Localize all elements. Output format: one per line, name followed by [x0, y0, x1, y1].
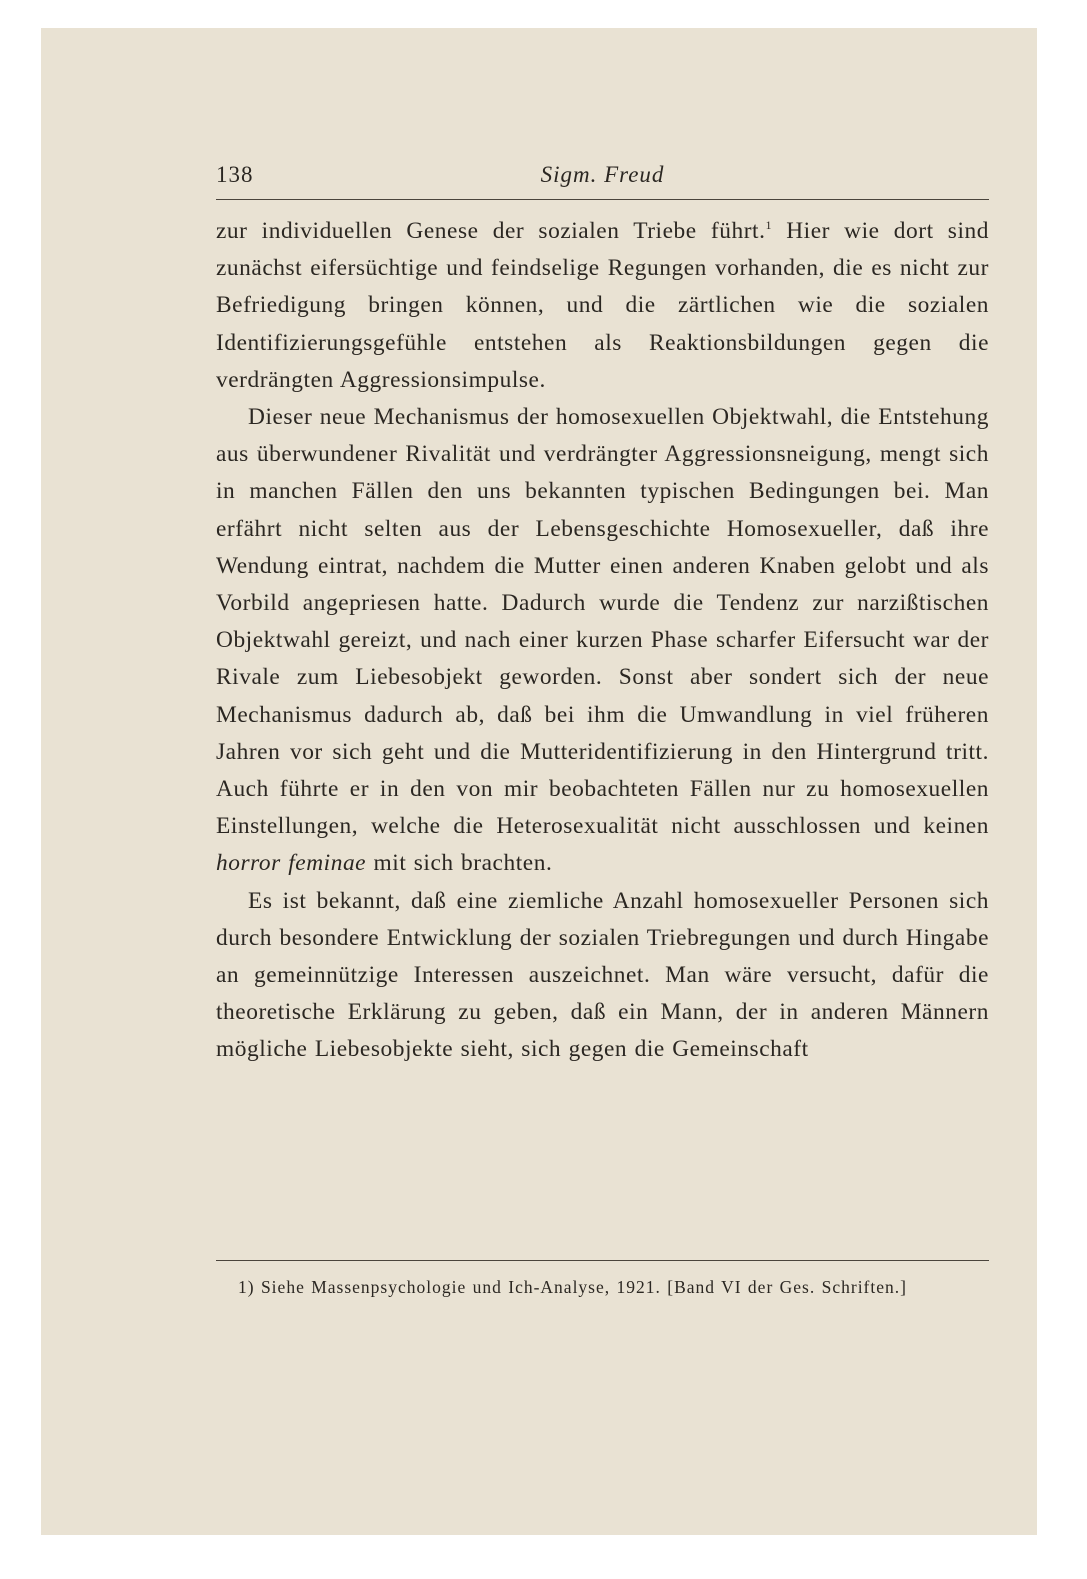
footnote-rule — [216, 1260, 989, 1261]
page-header — [216, 162, 989, 198]
paragraph-1-text-b: Hier wie dort sind zunächst eifersüchtige und feindselige Regungen vorhanden, die es nicht zur Befriedigung bringen können, und die zärtlichen wie die sozialen Identifizierungsgefühle entstehen als Reaktionsbildungen gegen die verdrängten Aggressionsimpulse. — [216, 218, 989, 393]
footnote-text: Siehe Massenpsychologie und Ich-Analyse, 1921. [Band VI der Ges. Schriften.] — [254, 1277, 907, 1297]
page-number: 138 — [216, 162, 254, 187]
paragraph-1 — [216, 213, 989, 399]
footnote-reference: 1 — [765, 218, 773, 233]
running-head: Sigm. Freud — [540, 162, 665, 187]
paragraph-1-text-a: zur individuellen Genese der sozialen Triebe führt. — [216, 218, 766, 244]
paragraph-2 — [216, 399, 989, 883]
footnote-marker: 1) — [238, 1277, 255, 1297]
paragraph-2-text-b: mit sich brachten. — [366, 850, 553, 877]
body-text — [216, 213, 989, 1069]
footnote — [216, 1274, 989, 1301]
paragraph-2-text-a: Dieser neue Mechanismus der homosexuellen Objektwahl, die Entstehung aus überwundener Rivalität und verdrängter Aggressionsneigung, mengt sich in manchen Fällen den uns bekannten typischen Bedingungen bei. Man erfährt nicht selten aus der Lebensgeschichte Homosexueller, daß ihre Wendung eintrat, nachdem die Mutter einen anderen Knaben gelobt und als Vorbild angepriesen hatte. Dadurch wurde die Tendenz zur narzißtischen Objektwahl gereizt, und nach einer kurzen Phase scharfer Eifersucht war der Rivale zum Liebesobjekt geworden. Sonst aber sondert sich der neue Mechanismus dadurch ab, daß bei ihm die Umwandlung in viel früheren Jahren vor sich geht und die Mutteridentifizierung in den Hintergrund tritt. Auch führte er in den von mir beobachteten Fällen nur zu homosexuellen Einstellungen, welche die Heterosexualität nicht ausschlossen und keinen — [216, 404, 989, 840]
header-rule — [216, 199, 989, 200]
paragraph-3: Es ist bekannt, daß eine ziemliche Anzahl homosexueller Personen sich durch besondere Entwicklung der sozialen Triebregungen und durch Hingabe an gemeinnützige Interessen auszeichnet. Man wäre versucht, dafür die theoretische Erklärung zu geben, daß ein Mann, der in anderen Männern mögliche Liebesobjekte sieht, sich gegen die Gemeinschaft — [216, 887, 989, 1063]
italic-term: horror feminae — [216, 850, 367, 877]
